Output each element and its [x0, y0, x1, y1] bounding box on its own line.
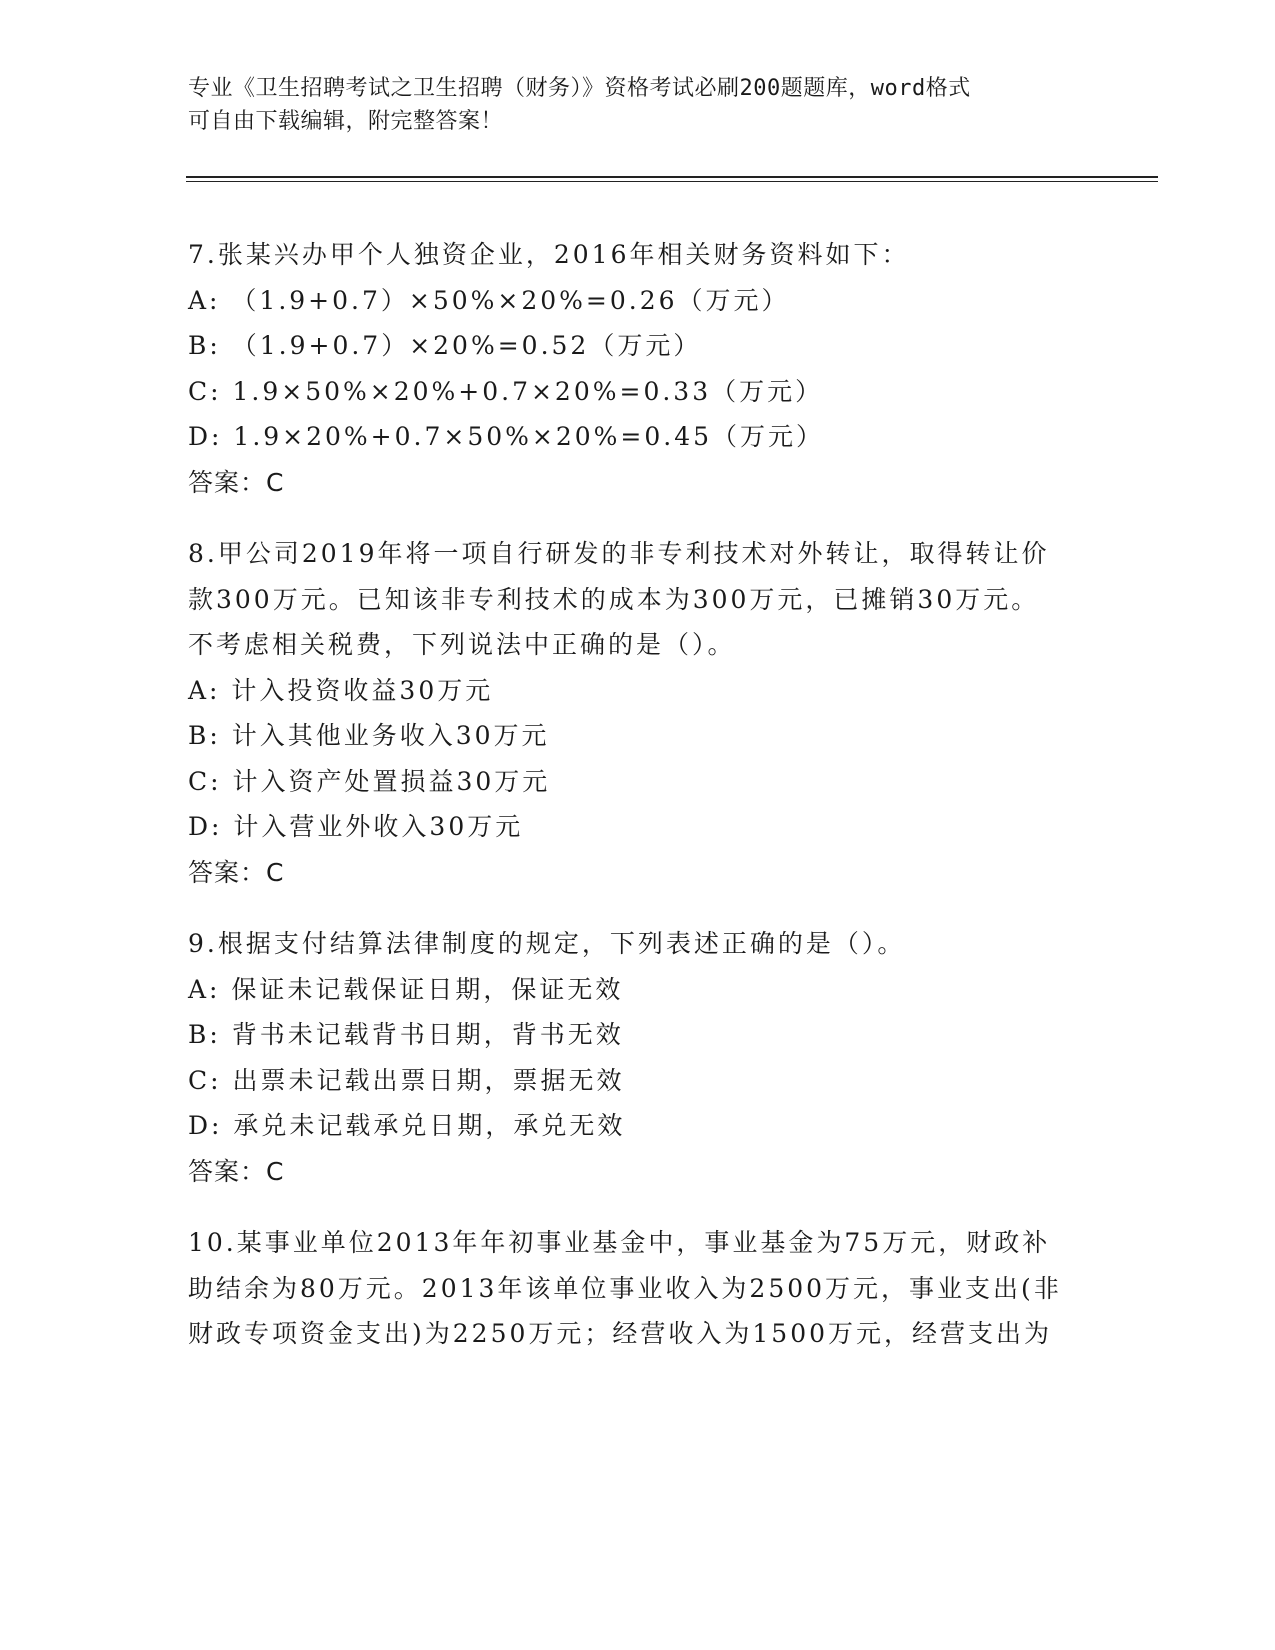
answer-line: 答案：C [188, 857, 285, 887]
option-a: A: 计入投资收益30万元 [188, 675, 494, 705]
option-b: B: （1.9+0.7）×20%=0.52（万元） [188, 331, 702, 360]
question-stem: 8.甲公司2019年将一项自行研发的非专利技术对外转让，取得转让价 [188, 539, 1050, 568]
header-divider-thin [186, 181, 1158, 182]
document-header [188, 72, 1068, 138]
question-stem: 不考虑相关税费，下列说法中正确的是（）。 [188, 630, 736, 659]
header-line-2: 可自由下载编辑，附完整答案！ [188, 109, 504, 134]
option-c: C: 1.9×50%×20%+0.7×20%=0.33（万元） [188, 376, 824, 406]
question-10 [188, 1220, 1088, 1357]
question-stem: 财政专项资金支出)为2250万元；经营收入为1500万元，经营支出为 [188, 1319, 1053, 1348]
option-d: D: 1.9×20%+0.7×50%×20%=0.45（万元） [188, 422, 825, 451]
option-b: B: 计入其他业务收入30万元 [188, 721, 550, 750]
question-stem: 款300万元。已知该非专利技术的成本为300万元，已摊销30万元。 [188, 584, 1040, 614]
header-divider-thick [186, 176, 1158, 178]
question-stem: 9.根据支付结算法律制度的规定，下列表述正确的是（）。 [188, 929, 906, 958]
question-stem: 7.张某兴办甲个人独资企业，2016年相关财务资料如下： [188, 240, 910, 269]
option-b: B: 背书未记载背书日期，背书无效 [188, 1020, 624, 1049]
option-a: A: 保证未记载保证日期，保证无效 [188, 974, 624, 1004]
question-stem: 助结余为80万元。2013年该单位事业收入为2500万元，事业支出(非 [188, 1273, 1062, 1303]
header-line-1: 专业《卫生招聘考试之卫生招聘（财务）》资格考试必刷200题题库，word格式 [188, 76, 971, 101]
option-c: C: 出票未记载出票日期，票据无效 [188, 1065, 625, 1095]
question-7 [188, 232, 1088, 505]
answer-line: 答案：C [188, 1156, 285, 1186]
answer-line: 答案：C [188, 467, 285, 497]
question-stem: 10.某事业单位2013年年初事业基金中，事业基金为75万元，财政补 [188, 1228, 1051, 1257]
option-d: D: 承兑未记载承兑日期，承兑无效 [188, 1111, 626, 1140]
question-list [188, 232, 1088, 1383]
option-d: D: 计入营业外收入30万元 [188, 812, 524, 841]
option-a: A: （1.9+0.7）×50%×20%=0.26（万元） [188, 285, 790, 315]
option-c: C: 计入资产处置损益30万元 [188, 766, 551, 796]
question-9 [188, 921, 1088, 1194]
question-8 [188, 531, 1088, 895]
